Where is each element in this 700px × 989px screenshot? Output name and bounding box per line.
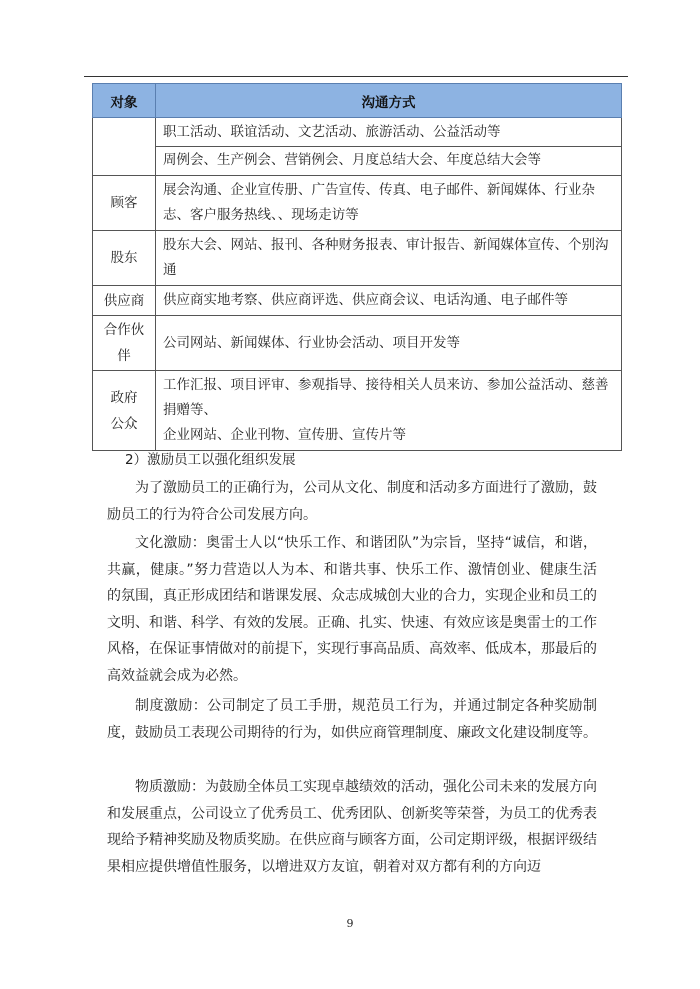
row-method xyxy=(156,371,622,451)
communication-table xyxy=(92,83,622,451)
table-row xyxy=(93,286,622,316)
method-line: 工作汇报、项目评审、参观指导、接待相关人员来访、参加公益活动、慈善捐赠等、 xyxy=(163,377,609,418)
method-line: 企业网站、企业刊物、宣传册、宣传片等 xyxy=(163,427,406,443)
method-line: 公司网站、新闻媒体、行业协会活动、项目开发等 xyxy=(163,334,460,351)
method-line: 展会沟通、企业宣传册、广告宣传、传真、电子邮件、新闻媒体、行业杂志、客户服务热线、、现场走访等 xyxy=(163,182,595,223)
method-line: 供应商实地考察、供应商评选、供应商会议、电话沟通、电子邮件等 xyxy=(163,292,568,308)
method-line: 职工活动、联谊活动、文艺活动、旅游活动、公益活动等 xyxy=(156,120,621,147)
method-line: 股东大会、网站、报刊、各种财务报表、审计报告、新闻媒体宣传、个别沟通 xyxy=(163,237,609,278)
row-method xyxy=(156,118,622,176)
table-row xyxy=(93,176,622,231)
row-method xyxy=(156,316,622,371)
row-object: 股东 xyxy=(93,231,156,286)
table-row xyxy=(93,118,622,176)
row-object xyxy=(93,118,156,176)
table-row xyxy=(93,316,622,371)
table-row xyxy=(93,231,622,286)
row-method xyxy=(156,286,622,316)
section-subheading: 2）激励员工以强化组织发展 xyxy=(125,452,296,468)
table-header-row xyxy=(93,84,622,118)
header-object: 对象 xyxy=(93,84,156,118)
row-object: 政府公众 xyxy=(93,371,156,451)
row-object: 顾客 xyxy=(93,176,156,231)
page-number: 9 xyxy=(346,917,354,930)
paragraph-intro: 为了激励员工的正确行为，公司从文化、制度和活动多方面进行了激励，鼓励员工的行为符合公司发展方向。 xyxy=(107,480,597,523)
row-object: 合作伙伴 xyxy=(93,316,156,371)
table-row xyxy=(93,371,622,451)
paragraph-system-incentive: 制度激励：公司制定了员工手册，规范员工行为，并通过制定各种奖励制度，鼓励员工表现公司期待的行为，如供应商管理制度、廉政文化建设制度等。 xyxy=(107,698,597,741)
row-object: 供应商 xyxy=(93,286,156,316)
method-line: 周例会、生产例会、营销例会、月度总结大会、年度总结大会等 xyxy=(163,152,541,168)
row-method xyxy=(156,176,622,231)
paragraph-culture-incentive: 文化激励：奥雷士人以“快乐工作、和谐团队”为宗旨，坚持“诚信，和谐，共赢，健康。”努力营造以人为本、和谐共事、快乐工作、激情创业、健康生活的氛围，真正形成团结和谐课发展、众志成城创大业的合力，实现企业和员工的文明、和谐、科学、有效的发展。正确、扎实、快速、有效应该是奥雷士的工作风格，在保证事情做对的前提下，实现行事高品质、高效率、低成本，那最后的高效益就会成为必然。 xyxy=(107,535,597,684)
paragraph-material-incentive: 物质激励：为鼓励全体员工实现卓越绩效的活动，强化公司未来的发展方向和发展重点，公司设立了优秀员工、优秀团队、创新奖等荣誉，为员工的优秀表现给予精神奖励及物质奖励。在供应商与顾客方面，公司定期评级，根据评级结果相应提供增值性服务，以增进双方友谊，朝着对双方都有利的方向迈 xyxy=(107,779,597,875)
header-method: 沟通方式 xyxy=(156,84,622,118)
row-method xyxy=(156,231,622,286)
header-rule xyxy=(84,76,628,77)
